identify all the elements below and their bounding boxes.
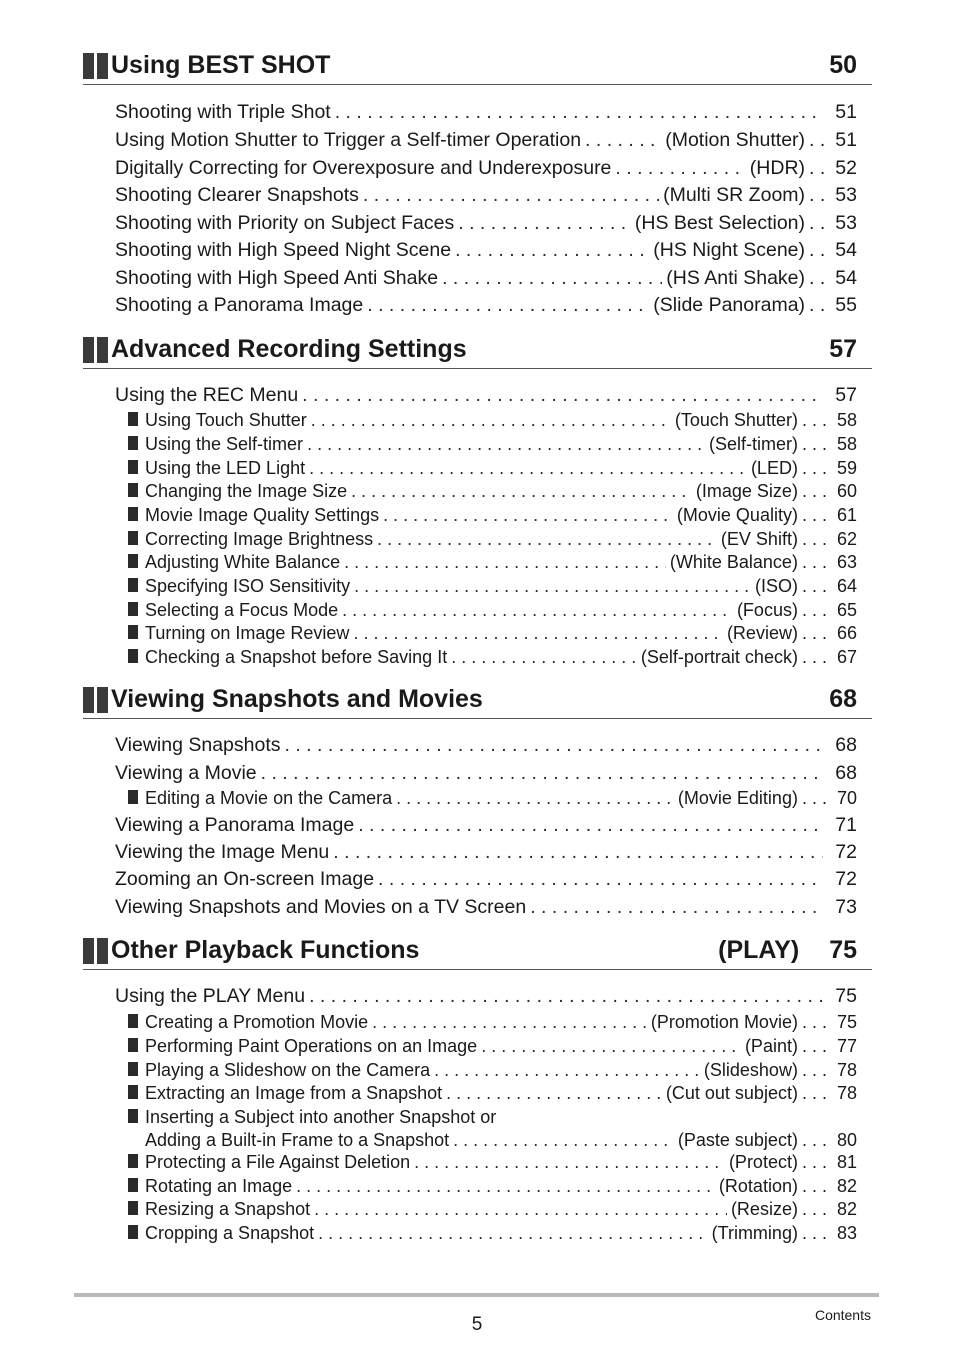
leader-dots bbox=[367, 294, 649, 317]
entry-page-number: 60 bbox=[836, 481, 857, 501]
entry-label: Shooting Clearer Snapshots bbox=[115, 184, 359, 206]
leader-dots: . . . bbox=[801, 1130, 827, 1150]
entry-page-number: 62 bbox=[836, 529, 857, 549]
bullet-icon bbox=[128, 1014, 138, 1028]
entry-page-number: 58 bbox=[836, 410, 857, 430]
leader-dots bbox=[451, 647, 637, 668]
leader-dots: . . . bbox=[801, 481, 827, 501]
entry-label: Using the REC Menu bbox=[115, 384, 299, 406]
leader-dots: . . . bbox=[801, 505, 827, 525]
section-marker-icon bbox=[83, 337, 108, 368]
leader-dots: . . . bbox=[801, 1176, 827, 1196]
entry-mode-note: (Self-timer) bbox=[708, 434, 798, 454]
section-page-number: 57 bbox=[829, 335, 857, 363]
entry-mode-note: (Motion Shutter) bbox=[665, 129, 806, 151]
bullet-icon bbox=[128, 649, 138, 663]
toc-subentry[interactable] bbox=[128, 1012, 857, 1034]
toc-entry[interactable] bbox=[115, 384, 857, 408]
entry-mode-note: (Promotion Movie) bbox=[650, 1012, 798, 1032]
entry-mode-note: (Protect) bbox=[728, 1152, 798, 1172]
bullet-icon bbox=[128, 483, 138, 497]
entry-mode-note: (Self-portrait check) bbox=[640, 647, 798, 667]
entry-mode-note: (Review) bbox=[726, 623, 798, 643]
leader-dots: . . . bbox=[801, 1012, 827, 1032]
leader-dots bbox=[302, 384, 823, 407]
toc-subentry[interactable] bbox=[128, 647, 857, 669]
leader-dots bbox=[296, 1176, 715, 1197]
section-heading[interactable] bbox=[83, 937, 872, 970]
leader-dots bbox=[442, 267, 662, 290]
entry-page-number: 59 bbox=[836, 458, 857, 478]
entry-page-number: 51 bbox=[835, 101, 857, 123]
entry-label: Shooting with Priority on Subject Faces bbox=[115, 212, 455, 234]
toc-subentry[interactable] bbox=[128, 788, 857, 810]
leader-dots: . . bbox=[809, 239, 826, 261]
toc-entry[interactable] bbox=[115, 762, 857, 786]
bullet-icon bbox=[128, 1225, 138, 1239]
entry-mode-note: (LED) bbox=[750, 458, 798, 478]
leader-dots bbox=[344, 552, 666, 573]
toc-entry[interactable] bbox=[115, 157, 857, 181]
toc-entry[interactable] bbox=[115, 267, 857, 291]
entry-page-number: 82 bbox=[836, 1199, 857, 1219]
entry-page-number: 65 bbox=[836, 600, 857, 620]
toc-entry-first-line[interactable] bbox=[128, 1107, 857, 1129]
toc-subentry[interactable] bbox=[128, 410, 857, 432]
toc-entry[interactable] bbox=[115, 184, 857, 208]
entry-mode-note: (Focus) bbox=[736, 600, 798, 620]
entry-label: Protecting a File Against Deletion bbox=[145, 1152, 411, 1172]
entry-label-continuation: Adding a Built-in Frame to a Snapshot bbox=[145, 1130, 450, 1150]
section-heading[interactable] bbox=[83, 336, 872, 369]
leader-dots bbox=[453, 1130, 674, 1151]
entry-page-number: 78 bbox=[836, 1060, 857, 1080]
bullet-icon bbox=[128, 1085, 138, 1099]
leader-dots bbox=[318, 1223, 708, 1244]
leader-dots bbox=[372, 1012, 647, 1033]
leader-dots: . . bbox=[809, 129, 826, 151]
entry-page-number: 80 bbox=[836, 1130, 857, 1150]
toc-entry[interactable] bbox=[115, 734, 857, 758]
section-heading[interactable] bbox=[83, 686, 872, 719]
bullet-icon bbox=[128, 1201, 138, 1215]
bullet-icon bbox=[128, 1038, 138, 1052]
leader-dots: . . . bbox=[801, 1223, 827, 1243]
leader-dots: . . bbox=[809, 294, 826, 316]
leader-dots: . . . bbox=[801, 788, 827, 808]
leader-dots: . . . bbox=[801, 647, 827, 667]
section-suffix: (PLAY) bbox=[718, 936, 800, 964]
bullet-icon bbox=[128, 1062, 138, 1076]
entry-page-number: 53 bbox=[835, 184, 857, 206]
leader-dots bbox=[335, 101, 823, 124]
leader-dots bbox=[333, 841, 823, 864]
bullet-icon bbox=[128, 625, 138, 639]
entry-label: Adjusting White Balance bbox=[145, 552, 341, 572]
entry-page-number: 61 bbox=[836, 505, 857, 525]
entry-label: Resizing a Snapshot bbox=[145, 1199, 311, 1219]
leader-dots bbox=[481, 1036, 741, 1057]
leader-dots bbox=[285, 734, 823, 757]
entry-label: Changing the Image Size bbox=[145, 481, 348, 501]
leader-dots bbox=[358, 814, 823, 837]
entry-page-number: 54 bbox=[835, 267, 857, 289]
entry-mode-note: (Resize) bbox=[730, 1199, 798, 1219]
section-title: Other Playback Functions bbox=[111, 936, 420, 964]
bullet-icon bbox=[128, 531, 138, 545]
section-title: Using BEST SHOT bbox=[111, 51, 331, 79]
leader-dots: . . bbox=[809, 184, 826, 206]
entry-label: Extracting an Image from a Snapshot bbox=[145, 1083, 443, 1103]
section-title: Viewing Snapshots and Movies bbox=[111, 685, 483, 713]
entry-label: Movie Image Quality Settings bbox=[145, 505, 380, 525]
entry-page-number: 82 bbox=[836, 1176, 857, 1196]
entry-label: Viewing the Image Menu bbox=[115, 841, 330, 863]
entry-label: Shooting a Panorama Image bbox=[115, 294, 364, 316]
entry-page-number: 66 bbox=[836, 623, 857, 643]
entry-page-number: 72 bbox=[835, 868, 857, 890]
leader-dots bbox=[261, 762, 823, 785]
leader-dots: . . . bbox=[801, 410, 827, 430]
entry-label: Viewing a Movie bbox=[115, 762, 257, 784]
toc-subentry[interactable] bbox=[128, 1060, 857, 1082]
footer-contents-label: Contents bbox=[814, 1307, 871, 1323]
leader-dots bbox=[309, 458, 747, 479]
leader-dots bbox=[396, 788, 674, 809]
entry-label: Digitally Correcting for Overexposure and Underexposure bbox=[115, 157, 612, 179]
entry-page-number: 63 bbox=[836, 552, 857, 572]
section-page-number: 75 bbox=[829, 936, 857, 964]
toc-entry[interactable] bbox=[115, 101, 857, 125]
leader-dots bbox=[354, 576, 751, 597]
leader-dots: . . . bbox=[801, 623, 827, 643]
entry-label: Turning on Image Review bbox=[145, 623, 350, 643]
footer-divider bbox=[74, 1293, 879, 1297]
entry-label: Correcting Image Brightness bbox=[145, 529, 374, 549]
leader-dots: . . bbox=[809, 267, 826, 289]
leader-dots bbox=[458, 212, 631, 235]
entry-mode-note: (White Balance) bbox=[669, 552, 798, 572]
leader-dots bbox=[585, 129, 661, 152]
entry-label: Playing a Slideshow on the Camera bbox=[145, 1060, 431, 1080]
toc-entry[interactable] bbox=[115, 814, 857, 838]
entry-page-number: 81 bbox=[836, 1152, 857, 1172]
section-marker-icon bbox=[83, 53, 108, 84]
leader-dots: . . . bbox=[801, 552, 827, 572]
leader-dots bbox=[342, 600, 733, 621]
entry-mode-note: (Movie Editing) bbox=[677, 788, 798, 808]
toc-subentry[interactable] bbox=[128, 576, 857, 598]
leader-dots bbox=[378, 868, 823, 891]
bullet-icon bbox=[128, 554, 138, 568]
section-page-number: 68 bbox=[829, 685, 857, 713]
entry-label: Using the Self-timer bbox=[145, 434, 304, 454]
entry-page-number: 75 bbox=[835, 985, 857, 1007]
bullet-icon bbox=[128, 1178, 138, 1192]
entry-mode-note: (HS Night Scene) bbox=[653, 239, 806, 261]
entry-page-number: 75 bbox=[836, 1012, 857, 1032]
leader-dots bbox=[377, 529, 717, 550]
toc-subentry[interactable] bbox=[128, 1176, 857, 1198]
entry-page-number: 68 bbox=[835, 762, 857, 784]
entry-mode-note: (Paint) bbox=[744, 1036, 798, 1056]
entry-page-number: 54 bbox=[835, 239, 857, 261]
leader-dots bbox=[530, 896, 823, 919]
entry-label: Checking a Snapshot before Saving It bbox=[145, 647, 448, 667]
entry-label: Shooting with High Speed Anti Shake bbox=[115, 267, 439, 289]
entry-page-number: 70 bbox=[836, 788, 857, 808]
entry-page-number: 71 bbox=[835, 814, 857, 836]
entry-page-number: 53 bbox=[835, 212, 857, 234]
entry-label: Using Touch Shutter bbox=[145, 410, 307, 430]
toc-subentry[interactable] bbox=[128, 434, 857, 456]
entry-label: Using the LED Light bbox=[145, 458, 306, 478]
toc-subentry[interactable] bbox=[128, 458, 857, 480]
entry-label: Rotating an Image bbox=[145, 1176, 293, 1196]
entry-label: Viewing a Panorama Image bbox=[115, 814, 355, 836]
toc-subentry[interactable] bbox=[128, 505, 857, 527]
entry-mode-note: (HS Anti Shake) bbox=[666, 267, 806, 289]
entry-page-number: 57 bbox=[835, 384, 857, 406]
bullet-icon bbox=[128, 578, 138, 592]
section-heading[interactable] bbox=[83, 52, 872, 85]
leader-dots: . . . bbox=[801, 576, 827, 596]
leader-dots: . . bbox=[809, 212, 826, 234]
section-marker-icon bbox=[83, 938, 108, 969]
entry-mode-note: (Movie Quality) bbox=[676, 505, 798, 525]
toc-subentry[interactable] bbox=[128, 552, 857, 574]
entry-page-number: 52 bbox=[835, 157, 857, 179]
entry-label: Selecting a Focus Mode bbox=[145, 600, 339, 620]
leader-dots: . . . bbox=[801, 600, 827, 620]
leader-dots: . . bbox=[809, 157, 826, 179]
entry-mode-note: (Image Size) bbox=[695, 481, 798, 501]
toc-subentry[interactable] bbox=[128, 1036, 857, 1058]
leader-dots bbox=[383, 505, 673, 526]
entry-page-number: 73 bbox=[835, 896, 857, 918]
entry-mode-note: (Cut out subject) bbox=[665, 1083, 798, 1103]
entry-page-number: 77 bbox=[836, 1036, 857, 1056]
entry-mode-note: (Rotation) bbox=[718, 1176, 798, 1196]
entry-mode-note: (Paste subject) bbox=[677, 1130, 798, 1150]
section-title: Advanced Recording Settings bbox=[111, 335, 467, 363]
leader-dots: . . . bbox=[801, 1060, 827, 1080]
bullet-icon bbox=[128, 436, 138, 450]
leader-dots: . . . bbox=[801, 1083, 827, 1103]
entry-mode-note: (Multi SR Zoom) bbox=[663, 184, 806, 206]
bullet-icon bbox=[128, 602, 138, 616]
toc-entry[interactable] bbox=[115, 985, 857, 1009]
bullet-icon bbox=[128, 507, 138, 521]
leader-dots bbox=[311, 410, 671, 431]
toc-subentry[interactable] bbox=[128, 1223, 857, 1245]
leader-dots bbox=[455, 239, 649, 262]
entry-label: Shooting with High Speed Night Scene bbox=[115, 239, 452, 261]
leader-dots bbox=[446, 1083, 662, 1104]
entry-page-number: 51 bbox=[835, 129, 857, 151]
toc-subentry[interactable] bbox=[128, 623, 857, 645]
entry-page-number: 67 bbox=[836, 647, 857, 667]
leader-dots bbox=[351, 481, 692, 502]
entry-page-number: 68 bbox=[835, 734, 857, 756]
leader-dots bbox=[307, 434, 705, 455]
entry-mode-note: (Touch Shutter) bbox=[674, 410, 798, 430]
toc-entry[interactable] bbox=[115, 868, 857, 892]
entry-label: Performing Paint Operations on an Image bbox=[145, 1036, 478, 1056]
entry-page-number: 78 bbox=[836, 1083, 857, 1103]
toc-subentry[interactable] bbox=[128, 600, 857, 622]
entry-label: Viewing Snapshots bbox=[115, 734, 281, 756]
entry-page-number: 55 bbox=[835, 294, 857, 316]
toc-subentry[interactable] bbox=[128, 1152, 857, 1174]
entry-label: Specifying ISO Sensitivity bbox=[145, 576, 351, 596]
entry-label: Using Motion Shutter to Trigger a Self-timer Operation bbox=[115, 129, 582, 151]
toc-subentry[interactable] bbox=[128, 481, 857, 503]
leader-dots bbox=[314, 1199, 727, 1220]
leader-dots: . . . bbox=[801, 529, 827, 549]
leader-dots: . . . bbox=[801, 1152, 827, 1172]
leader-dots bbox=[615, 157, 745, 180]
bullet-icon bbox=[128, 1154, 138, 1168]
toc-subentry[interactable] bbox=[128, 1083, 857, 1105]
entry-label: Shooting with Triple Shot bbox=[115, 101, 331, 123]
bullet-icon bbox=[128, 790, 138, 804]
entry-label: Using the PLAY Menu bbox=[115, 985, 306, 1007]
leader-dots bbox=[363, 184, 659, 207]
section-page-number: 50 bbox=[829, 51, 857, 79]
leader-dots: . . . bbox=[801, 434, 827, 454]
entry-page-number: 72 bbox=[835, 841, 857, 863]
leader-dots bbox=[309, 985, 823, 1008]
entry-label: Editing a Movie on the Camera bbox=[145, 788, 393, 808]
entry-label: Zooming an On-screen Image bbox=[115, 868, 375, 890]
entry-mode-note: (ISO) bbox=[754, 576, 798, 596]
leader-dots bbox=[434, 1060, 700, 1081]
toc-entry[interactable] bbox=[115, 841, 857, 865]
toc-entry[interactable] bbox=[145, 1130, 857, 1152]
entry-page-number: 64 bbox=[836, 576, 857, 596]
leader-dots bbox=[353, 623, 723, 644]
entry-mode-note: (HS Best Selection) bbox=[634, 212, 806, 234]
entry-label: Inserting a Subject into another Snapshot or bbox=[145, 1107, 497, 1127]
toc-entry[interactable] bbox=[115, 129, 857, 153]
toc-subentry[interactable] bbox=[128, 1199, 857, 1221]
entry-mode-note: (Trimming) bbox=[711, 1223, 798, 1243]
page-number: 5 bbox=[471, 1314, 483, 1335]
toc-subentry[interactable] bbox=[128, 529, 857, 551]
entry-mode-note: (Slide Panorama) bbox=[653, 294, 806, 316]
toc-entry[interactable] bbox=[115, 239, 857, 263]
toc-entry[interactable] bbox=[115, 896, 857, 920]
entry-label: Viewing Snapshots and Movies on a TV Screen bbox=[115, 896, 527, 918]
entry-label: Cropping a Snapshot bbox=[145, 1223, 315, 1243]
entry-label: Creating a Promotion Movie bbox=[145, 1012, 369, 1032]
toc-entry[interactable] bbox=[115, 212, 857, 236]
entry-page-number: 58 bbox=[836, 434, 857, 454]
section-marker-icon bbox=[83, 687, 108, 718]
leader-dots: . . . bbox=[801, 1199, 827, 1219]
bullet-icon bbox=[128, 460, 138, 474]
bullet-icon bbox=[128, 1109, 138, 1123]
toc-entry[interactable] bbox=[115, 294, 857, 318]
bullet-icon bbox=[128, 412, 138, 426]
entry-page-number: 83 bbox=[836, 1223, 857, 1243]
entry-mode-note: (EV Shift) bbox=[720, 529, 798, 549]
entry-mode-note: (HDR) bbox=[749, 157, 806, 179]
leader-dots: . . . bbox=[801, 458, 827, 478]
entry-mode-note: (Slideshow) bbox=[703, 1060, 798, 1080]
leader-dots bbox=[414, 1152, 725, 1173]
leader-dots: . . . bbox=[801, 1036, 827, 1056]
